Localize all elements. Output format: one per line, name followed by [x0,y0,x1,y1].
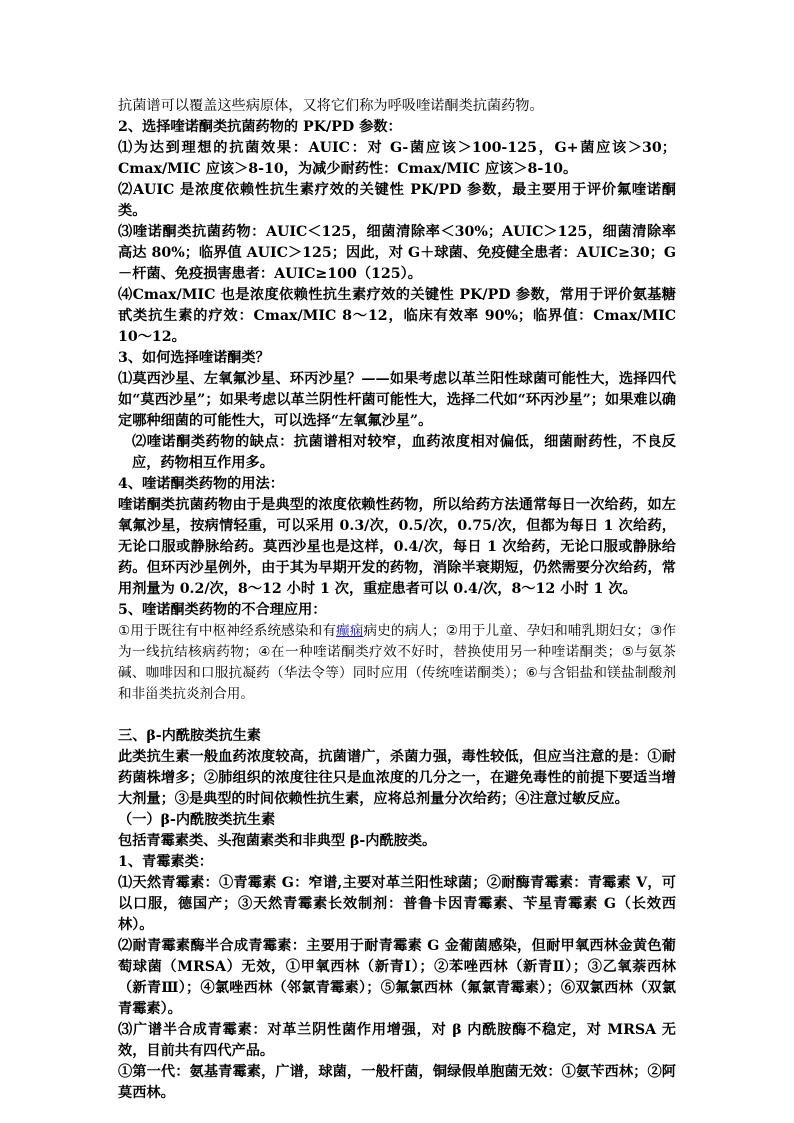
paragraph: ⑴为达到理想的抗菌效果：AUIC：对 G-菌应该＞100-125，G+菌应该＞30；Cmax/MIC 应该＞8-10，为减少耐药性：Cmax/MIC 应该＞8-10。 [118,140,676,177]
paragraph: ⑷Cmax/MIC 也是浓度依赖性抗生素疗效的关键性 PK/PD 参数，常用于评价氨基糖甙类抗生素的疗效：Cmax/MIC 8～12，临床有效率 90%；临界值：Cmax/MIC 10～12。 [118,287,676,345]
paragraph: ⑴天然青霉素：①青霉素 G：窄谱,主要对革兰阳性球菌；②耐酶青霉素：青霉素 V，可以口服，德国产；③天然青霉素长效制剂：普鲁卡因青霉素、苄星青霉素 G（长效西林）。 [118,875,676,933]
paragraph-text: 病史的病人；②用于儿童、孕妇和哺乳期妇女；③作为一线抗结核病药物；④在一种喹诺酮类疗效不好时，替换使用另一种喹诺酮类；⑤与氨茶碱、咖啡因和口服抗凝药（华法令等）同时应用（传统喹诺酮类）；⑥与含铝盐和镁盐制酸剂和非甾类抗炎剂合用。 [118,623,677,702]
section-heading: 5、喹诺酮类药物的不合理应用： [118,602,327,618]
section-heading: 2、选择喹诺酮类抗菌药物的 PK/PD 参数： [118,119,402,135]
paragraph: ⑴莫西沙星、左氧氟沙星、环丙沙星？——如果考虑以革兰阳性球菌可能性大，选择四代如“莫西沙星”；如果考虑以革兰阴性杆菌可能性大，选择二代如“环丙沙星”；如果难以确定哪种细菌的可能性大，可以选择“左氧氟沙星”。 [118,371,676,429]
spacer [118,705,676,726]
subsection-heading: （一）β-内酰胺类抗生素 [118,812,276,828]
paragraph [118,621,676,705]
section-heading: 4、喹诺酮类药物的用法： [118,476,284,492]
chapter-heading: 三、β-内酰胺类抗生素 [118,728,261,744]
paragraph: 此类抗生素一般血药浓度较高，抗菌谱广，杀菌力强，毒性较低，但应当注意的是：①耐药菌株增多；②肺组织的浓度往往只是血浓度的几分之一，在避免毒性的前提下要适当增大剂量；③是典型的时间依赖性抗生素，应将总剂量分次给药；④注意过敏反应。 [118,749,676,807]
paragraph: ⑶喹诺酮类抗菌药物：AUIC＜125，细菌清除率＜30%；AUIC＞125，细菌清除率高达 80%；临界值 AUIC＞125；因此，对 G＋球菌、免疫健全患者：AUIC≥30；G－杆菌、免疫损害患者：AUIC≥100（125）。 [118,224,676,282]
section-heading: 1、青霉素类： [118,854,213,870]
section-heading: 3、如何选择喹诺酮类？ [118,350,270,366]
paragraph: ⑵AUIC 是浓度依赖性抗生素疗效的关键性 PK/PD 参数，最主要用于评价氟喹诺酮类。 [118,182,676,219]
paragraph: ⑶广谱半合成青霉素：对革兰阴性菌作用增强，对 β 内酰胺酶不稳定，对 MRSA 无效，目前共有四代产品。 [118,1022,676,1059]
paragraph: 喹诺酮类抗菌药物由于是典型的浓度依赖性药物，所以给药方法通常每日一次给药，如左氧氟沙星，按病情轻重，可以采用 0.3/次，0.5/次，0.75/次，但都为每日 1 次给药，无论口服或静脉给药。莫西沙星也是这样，0.4/次，每日 1 次给药，无论口服或静脉给药。但环丙沙星例外，由于其为早期开发的药物，消除半衰期短，仍然需要分次给药，常用剂量为 0.2/次，8～12 小时 1 次，重症患者可以 0.4/次，8～12 小时 1 次。 [118,497,676,597]
paragraph: ①第一代：氨基青霉素，广谱，球菌，一般杆菌，铜绿假单胞菌无效：①氨苄西林；②阿莫西林。 [118,1064,676,1101]
paragraph: 包括青霉素类、头孢菌素类和非典型 β-内酰胺类。 [118,833,437,849]
paragraph-text: ①用于既往有中枢神经系统感染和有 [118,623,337,639]
paragraph: ⑵喹诺酮类药物的缺点：抗菌谱相对较窄，血药浓度相对偏低，细菌耐药性，不良反应，药物相互作用多。 [132,434,676,471]
paragraph: ⑵耐青霉素酶半合成青霉素：主要用于耐青霉素 G 金葡菌感染，但耐甲氧西林金黄色葡萄球菌（MRSA）无效，①甲氧西林（新青Ⅰ）；②苯唑西林（新青Ⅱ）；③乙氧萘西林（新青Ⅲ）；④氯唑西林（邻氯青霉素）；⑤氟氯西林（氟氯青霉素）；⑥双氯西林（双氯青霉素）。 [118,938,676,1017]
epilepsy-link[interactable]: 癫痫 [336,623,364,639]
paragraph: 抗菌谱可以覆盖这些病原体，又将它们称为呼吸喹诺酮类抗菌药物。 [118,98,544,114]
